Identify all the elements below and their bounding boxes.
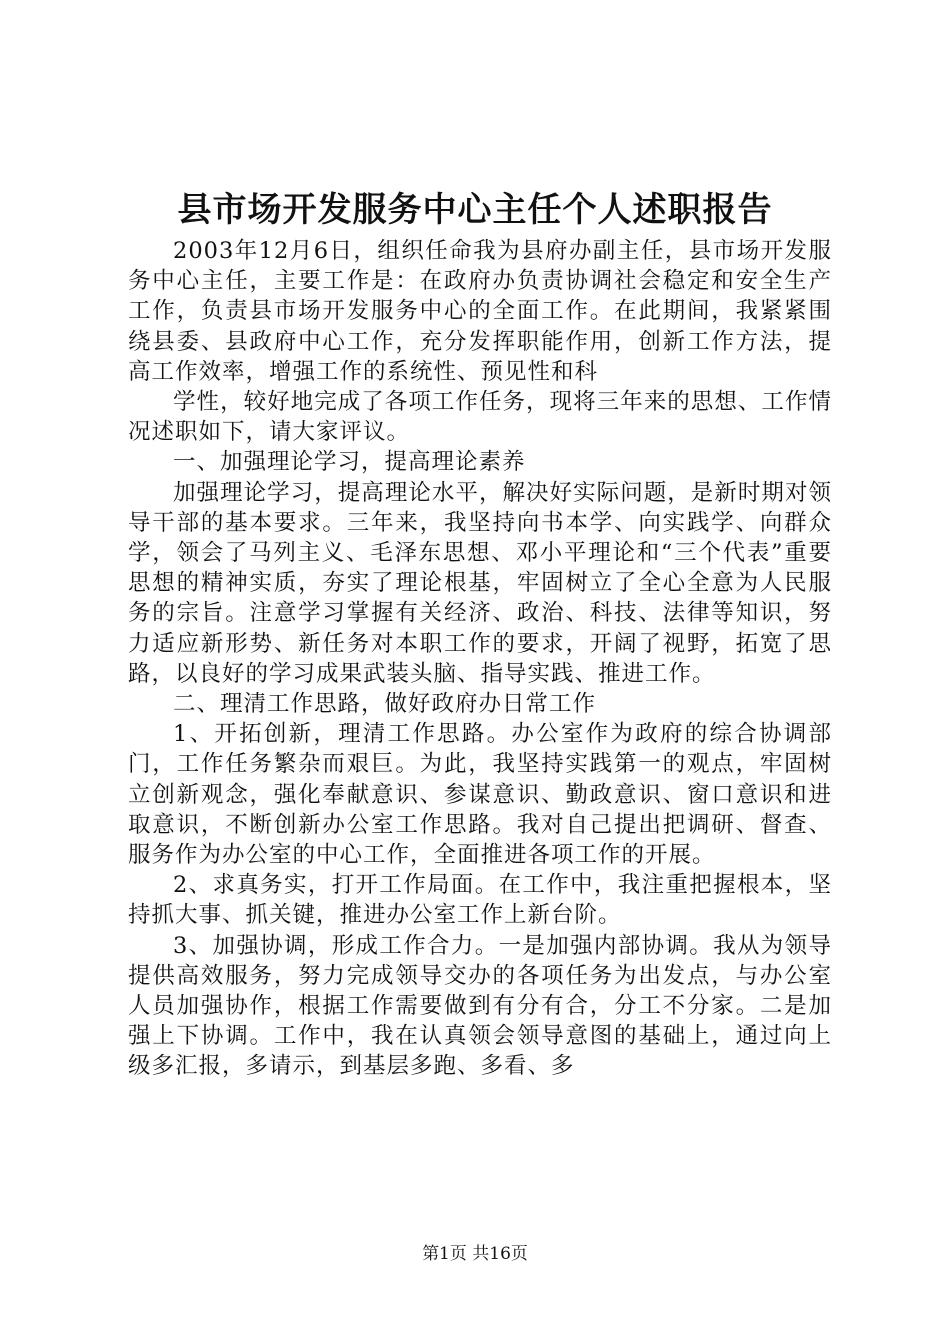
paragraph-item-2: 2、求真务实，打开工作局面。在工作中，我注重把握根本，坚持抓大事、抓关键，推进办公室工作上新台阶。	[128, 872, 832, 929]
section-heading-1: 一、加强理论学习，提高理论素养	[173, 449, 526, 476]
document-body	[128, 236, 832, 1082]
page-number: 第1页	[422, 1244, 467, 1264]
page-total: 共16页	[472, 1244, 528, 1264]
section-heading-2: 二、理清工作思路，做好政府办日常工作	[173, 691, 597, 718]
paragraph-intro: 2003年12月6日，组织任命我为县府办副主任，县市场开发服务中心主任，主要工作是：在政府办负责协调社会稳定和安全生产工作，负责县市场开发服务中心的全面工作。在此期间，我紧紧围绕县委、县政府中心工作，充分发挥职能作用，创新工作方法，提高工作效率，增强工作的系统性、预见性和科	[128, 238, 832, 385]
paragraph-theory-study: 加强理论学习，提高理论水平，解决好实际问题，是新时期对领导干部的基本要求。三年来，我坚持向书本学、向实践学、向群众学，领会了马列主义、毛泽东思想、邓小平理论和“三个代表”重要思想的精神实质，夯实了理论根基，牢固树立了全心全意为人民服务的宗旨。注意学习掌握有关经济、政治、科技、法律等知识，努力适应新形势、新任务对本职工作的要求，开阔了视野，拓宽了思路，以良好的学习成果武装头脑、指导实践、推进工作。	[128, 479, 832, 687]
paragraph-item-1: 1、开拓创新，理清工作思路。办公室作为政府的综合协调部门，工作任务繁杂而艰巨。为此，我坚持实践第一的观点，牢固树立创新观念，强化奉献意识、参谋意识、勤政意识、窗口意识和进取意识，不断创新办公室工作思路。我对自己提出把调研、督查、服务作为办公室的中心工作，全面推进各项工作的开展。	[128, 721, 832, 869]
document-title: 县市场开发服务中心主任个人述职报告	[177, 190, 773, 230]
page-footer	[0, 1242, 950, 1266]
paragraph-item-3: 3、加强协调，形成工作合力。一是加强内部协调。我从为领导提供高效服务，努力完成领导交办的各项任务为出发点，与办公室人员加强协作，根据工作需要做到有分有合，分工不分家。二是加强上下协调。工作中，我在认真领会领导意图的基础上，通过向上级多汇报，多请示，到基层多跑、多看、多	[128, 932, 832, 1080]
paragraph-intro-continued: 学性，较好地完成了各项工作任务，现将三年来的思想、工作情况述职如下，请大家评议。	[128, 389, 832, 446]
